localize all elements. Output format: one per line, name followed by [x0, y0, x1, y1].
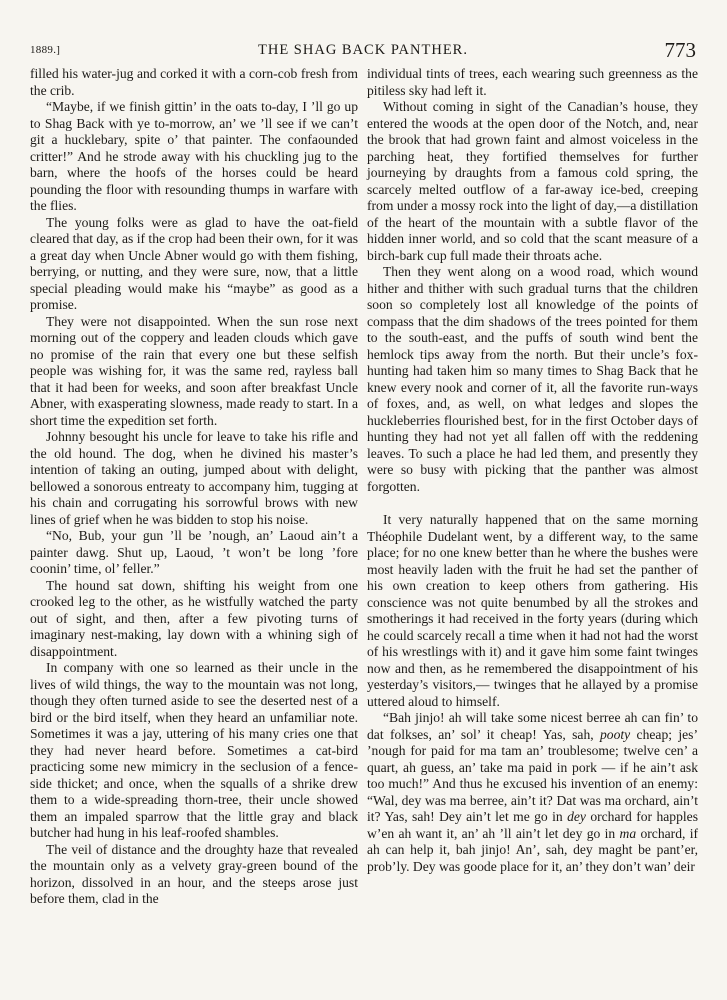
- running-title: THE SHAG BACK PANTHER.: [258, 42, 468, 58]
- left-column: [30, 66, 358, 908]
- page-number: 773: [664, 38, 696, 62]
- running-header: [30, 40, 696, 66]
- paragraph: “Maybe, if we finish gittin’ in the oats to-day, I ’ll go up to Shag Back with ye to-morrow, an’ we ’ll see if we can’t git a hucklebary, spite o’ that painter. The confaounded critter!” And he strode away with his chuckling jug to the barn, where the hoofs of the horses could be heard pounding the floor with resounding thumps in warfare with the flies.: [30, 99, 358, 213]
- italic-word: ma: [619, 825, 637, 841]
- issue-year: 1889.]: [30, 44, 61, 56]
- italic-word: dey: [567, 809, 586, 824]
- paragraph: It very naturally happened that on the same morning Théophile Dudelant went, by a different way, to the same place; for no one knew better than he where the bushes were most heavily laden with the fruit he had set the panther of his own creation to keep others from gathering. His conscience was not quite benumbed by all the strokes and smotherings it had received in the forty years (during which he could scarcely recall a time when it had not had the worst of his wrestlings with it) and it gave him some faint twinges now and then, as he remembered the disappointment of his yesterday’s visitors,— twinges that he allayed by a promise uttered aloud to himself.: [367, 512, 698, 709]
- paragraph: In company with one so learned as their uncle in the lives of wild things, the way to the mountain was not long, though they often turned aside to see the deserted nest of a bird or the bird itself, when they heard an unfamiliar note. Sometimes it was a jay, uttering of his many cries one that they had never heard before. Sometimes a cat-bird practicing some new mimicry in the seclusion of a fence-side thicket; and once, when the squalls of a shrike drew them to a wide-spreading thorn-tree, their uncle showed them an impaled sparrow that the little gray and black butcher had hung in his leaf-roofed shambles.: [30, 660, 358, 840]
- paragraph: “No, Bub, your gun ’ll be ’nough, an’ Laoud ain’t a painter dawg. Shut up, Laoud, ’t won’t be long ’fore coonin’ time, ol’ feller.”: [30, 528, 358, 576]
- text-run: orchard for happles w’en ah want it, an’ ah ’ll ain’t let dey go in: [367, 809, 698, 841]
- paragraph: The veil of distance and the droughty haze that revealed the mountain only as a velvety gray-green bound of the horizon, dissolved in an hour, and the steeps arose just before them, clad in the: [30, 841, 358, 906]
- paragraph: filled his water-jug and corked it with a corn-cob fresh from the crib.: [30, 66, 358, 98]
- paragraph: Johnny besought his uncle for leave to take his rifle and the old hound. The dog, when he divined his master’s intention of taking an outing, jumped about with delight, bellowed a sonorous entreaty to accompany him, tugging at his chain and corrugating his sorrowful brows with new lines of grief when he was bidden to stop his noise.: [30, 429, 358, 527]
- text-run: “Bah jinjo! ah will take some nicest berree ah can fin’ to dat folkses, an’ sol’ it cheap! Yas, sah,: [367, 710, 698, 742]
- text-run: cheap; jes’ ’nough for paid for ma tam an’ troublesome; twelve cen’ a quart, ah guess, an’ take ma paid in pork — if he ain’t ask too much!” And thus he excused his invention of an enemy: “Wal, dey was ma berree, ain’t it? Dat was ma orchard, ain’t it? Yas, sah! Dey ain’t let me go in: [367, 726, 698, 824]
- paragraph: The young folks were as glad to have the oat-field cleared that day, as if the crop had been their own, for it was a great day when Uncle Abner would go with them fishing, berrying, or nutting, and they were sure, now, that a little special pleading would make his “maybe” as good as a promise.: [30, 214, 358, 312]
- dialect-paragraph: [367, 710, 698, 875]
- text-run: orchard, if ah can help it, bah jinjo! An’, sah, dey maght be pant’er, prob’ly. Dey was goode place for it, an’ they don’t wan’ deir: [367, 825, 699, 874]
- paragraph: They were not disappointed. When the sun rose next morning out of the coppery and leaden clouds which gave no promise of the rain that every one but these selfish people was wishing for, it was the same red, rayless ball that it had been for weeks, and soon after breakfast Uncle Abner, with exasperating slowness, made ready to start. In a short time the expedition set forth.: [30, 313, 358, 428]
- paragraph: individual tints of trees, each wearing such greenness as the pitiless sky had left it.: [367, 66, 698, 98]
- paragraph: Then they went along on a wood road, which wound hither and thither with such gradual turns that the children soon so completely lost all knowledge of the points of compass that the dim shadows of the trees pointed for them to the south-east, and the puffs of south wind bent the hemlock tips away from the north. But their uncle’s fox-hunting had taken him so many times to Shag Back that he knew every nook and corner of it, all the favorite run-ways of foxes, and, as well, on what ledges and slopes the huckleberries flourished best, for in the first October days of hunting they had not yet all fallen off with the reddening leaves. To such a place he had led them, and presently they were so busy with picking that the panther was almost forgotten.: [367, 264, 698, 494]
- paragraph: The hound sat down, shifting his weight from one crooked leg to the other, as he wistfully watched the party out of sight, and then, after a few pivoting turns of imaginary nest-making, lay down with a whining sigh of disappointment.: [30, 577, 358, 659]
- paragraph: Without coming in sight of the Canadian’s house, they entered the woods at the open door of the Notch, and, near the brook that had grown faint and almost voiceless in the parching heat, they fortified themselves for further journeying by draughts from a famous cold spring, the scarcely melted outflow of a far-away ice-bed, creeping from under a mossy rock into the light of day,—a distillation of the heart of the mountain with a subtle flavor of the hidden inner world, and so cold that the scant measure of a birch-bark cup full made their throats ache.: [367, 99, 698, 263]
- italic-word: pooty: [600, 726, 631, 742]
- right-column: [367, 66, 698, 875]
